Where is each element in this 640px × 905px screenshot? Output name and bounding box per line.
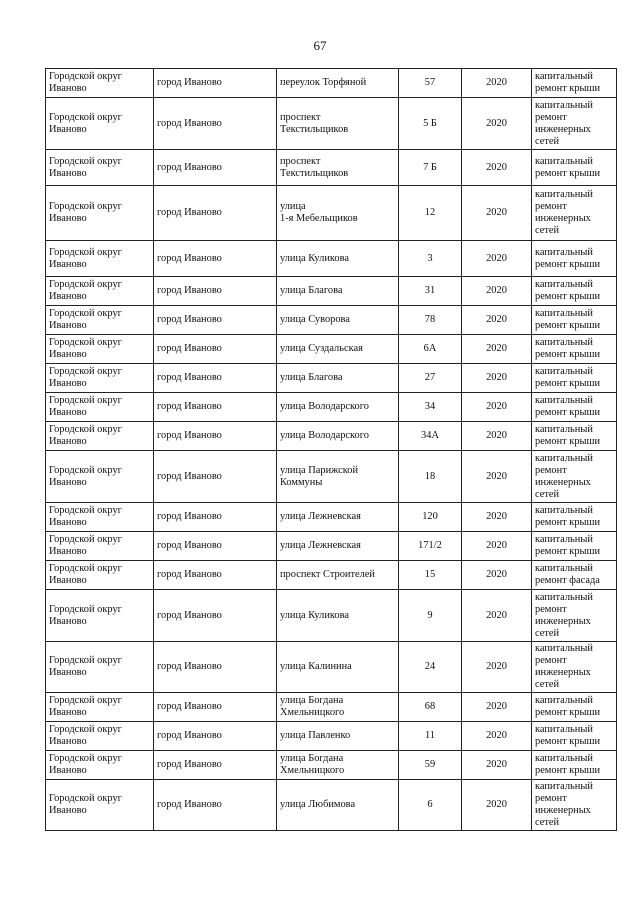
house-number-cell: 24 (399, 642, 462, 693)
municipality-cell: Городской округ Иваново (46, 642, 154, 693)
house-number-cell: 9 (399, 590, 462, 642)
street-cell: улица Благова (277, 364, 399, 393)
year-cell: 2020 (462, 751, 532, 780)
municipality-cell: Городской округ Иваново (46, 150, 154, 186)
street-cell: проспект Текстильщиков (277, 150, 399, 186)
table-row (46, 335, 617, 364)
table-row (46, 241, 617, 277)
municipality-cell: Городской округ Иваново (46, 532, 154, 561)
year-cell: 2020 (462, 364, 532, 393)
city-cell: город Иваново (154, 277, 277, 306)
house-number-cell: 27 (399, 364, 462, 393)
municipality-cell: Городской округ Иваново (46, 98, 154, 150)
table-row (46, 642, 617, 693)
street-cell: проспект Строителей (277, 561, 399, 590)
year-cell: 2020 (462, 186, 532, 241)
house-number-cell: 171/2 (399, 532, 462, 561)
street-cell: улица 1-я Мебельщиков (277, 186, 399, 241)
house-number-cell: 6А (399, 335, 462, 364)
street-cell: улица Володарского (277, 422, 399, 451)
house-number-cell: 18 (399, 451, 462, 503)
work-type-cell: капитальный ремонт крыши (532, 241, 617, 277)
city-cell: город Иваново (154, 241, 277, 277)
city-cell: город Иваново (154, 186, 277, 241)
street-cell: улица Лежневская (277, 503, 399, 532)
work-type-cell: капитальный ремонт крыши (532, 364, 617, 393)
city-cell: город Иваново (154, 335, 277, 364)
street-cell: улица Суздальская (277, 335, 399, 364)
city-cell: город Иваново (154, 503, 277, 532)
work-type-cell: капитальный ремонт крыши (532, 393, 617, 422)
year-cell: 2020 (462, 69, 532, 98)
work-type-cell: капитальный ремонт инженерных сетей (532, 451, 617, 503)
street-cell: улица Павленко (277, 722, 399, 751)
city-cell: город Иваново (154, 722, 277, 751)
work-type-cell: капитальный ремонт инженерных сетей (532, 642, 617, 693)
street-cell: улица Куликова (277, 590, 399, 642)
street-cell: улица Куликова (277, 241, 399, 277)
table-row (46, 693, 617, 722)
house-number-cell: 31 (399, 277, 462, 306)
page-number: 67 (313, 38, 327, 53)
work-type-cell: капитальный ремонт крыши (532, 277, 617, 306)
city-cell: город Иваново (154, 642, 277, 693)
municipality-cell: Городской округ Иваново (46, 503, 154, 532)
street-cell: улица Калинина (277, 642, 399, 693)
table-row (46, 561, 617, 590)
city-cell: город Иваново (154, 693, 277, 722)
year-cell: 2020 (462, 98, 532, 150)
table-row (46, 98, 617, 150)
street-cell: улица Володарского (277, 393, 399, 422)
table-row (46, 277, 617, 306)
table-row (46, 532, 617, 561)
house-number-cell: 6 (399, 780, 462, 831)
city-cell: город Иваново (154, 306, 277, 335)
city-cell: город Иваново (154, 532, 277, 561)
work-type-cell: капитальный ремонт инженерных сетей (532, 186, 617, 241)
city-cell: город Иваново (154, 393, 277, 422)
municipality-cell: Городской округ Иваново (46, 241, 154, 277)
house-number-cell: 78 (399, 306, 462, 335)
table-body (46, 69, 617, 831)
work-type-cell: капитальный ремонт крыши (532, 69, 617, 98)
city-cell: город Иваново (154, 451, 277, 503)
house-number-cell: 34 (399, 393, 462, 422)
repair-schedule-table (45, 68, 617, 831)
table-row (46, 306, 617, 335)
table-row (46, 69, 617, 98)
street-cell: улица Богдана Хмельницкого (277, 751, 399, 780)
municipality-cell: Городской округ Иваново (46, 422, 154, 451)
municipality-cell: Городской округ Иваново (46, 561, 154, 590)
street-cell: улица Благова (277, 277, 399, 306)
municipality-cell: Городской округ Иваново (46, 306, 154, 335)
municipality-cell: Городской округ Иваново (46, 364, 154, 393)
table-row (46, 186, 617, 241)
municipality-cell: Городской округ Иваново (46, 780, 154, 831)
table-row (46, 590, 617, 642)
table-row (46, 393, 617, 422)
municipality-cell: Городской округ Иваново (46, 693, 154, 722)
city-cell: город Иваново (154, 751, 277, 780)
municipality-cell: Городской округ Иваново (46, 335, 154, 364)
municipality-cell: Городской округ Иваново (46, 590, 154, 642)
house-number-cell: 120 (399, 503, 462, 532)
city-cell: город Иваново (154, 364, 277, 393)
house-number-cell: 7 Б (399, 150, 462, 186)
work-type-cell: капитальный ремонт крыши (532, 306, 617, 335)
year-cell: 2020 (462, 277, 532, 306)
house-number-cell: 34А (399, 422, 462, 451)
city-cell: город Иваново (154, 780, 277, 831)
city-cell: город Иваново (154, 150, 277, 186)
municipality-cell: Городской округ Иваново (46, 393, 154, 422)
house-number-cell: 15 (399, 561, 462, 590)
house-number-cell: 5 Б (399, 98, 462, 150)
street-cell: проспект Текстильщиков (277, 98, 399, 150)
year-cell: 2020 (462, 422, 532, 451)
municipality-cell: Городской округ Иваново (46, 186, 154, 241)
work-type-cell: капитальный ремонт фасада (532, 561, 617, 590)
work-type-cell: капитальный ремонт крыши (532, 751, 617, 780)
street-cell: улица Любимова (277, 780, 399, 831)
table-row (46, 451, 617, 503)
year-cell: 2020 (462, 335, 532, 364)
year-cell: 2020 (462, 780, 532, 831)
work-type-cell: капитальный ремонт инженерных сетей (532, 98, 617, 150)
work-type-cell: капитальный ремонт крыши (532, 722, 617, 751)
table-row (46, 503, 617, 532)
city-cell: город Иваново (154, 422, 277, 451)
year-cell: 2020 (462, 503, 532, 532)
year-cell: 2020 (462, 241, 532, 277)
table-row (46, 422, 617, 451)
work-type-cell: капитальный ремонт крыши (532, 422, 617, 451)
street-cell: переулок Торфяной (277, 69, 399, 98)
year-cell: 2020 (462, 722, 532, 751)
street-cell: улица Парижской Коммуны (277, 451, 399, 503)
municipality-cell: Городской округ Иваново (46, 451, 154, 503)
year-cell: 2020 (462, 532, 532, 561)
street-cell: улица Суворова (277, 306, 399, 335)
work-type-cell: капитальный ремонт крыши (532, 532, 617, 561)
city-cell: город Иваново (154, 98, 277, 150)
work-type-cell: капитальный ремонт крыши (532, 335, 617, 364)
work-type-cell: капитальный ремонт инженерных сетей (532, 590, 617, 642)
year-cell: 2020 (462, 306, 532, 335)
year-cell: 2020 (462, 642, 532, 693)
table-row (46, 150, 617, 186)
year-cell: 2020 (462, 693, 532, 722)
table-row (46, 780, 617, 831)
table-row (46, 364, 617, 393)
year-cell: 2020 (462, 590, 532, 642)
table-row (46, 722, 617, 751)
year-cell: 2020 (462, 451, 532, 503)
work-type-cell: капитальный ремонт инженерных сетей (532, 780, 617, 831)
house-number-cell: 11 (399, 722, 462, 751)
house-number-cell: 3 (399, 241, 462, 277)
house-number-cell: 59 (399, 751, 462, 780)
street-cell: улица Богдана Хмельницкого (277, 693, 399, 722)
house-number-cell: 57 (399, 69, 462, 98)
municipality-cell: Городской округ Иваново (46, 722, 154, 751)
work-type-cell: капитальный ремонт крыши (532, 150, 617, 186)
municipality-cell: Городской округ Иваново (46, 751, 154, 780)
year-cell: 2020 (462, 561, 532, 590)
work-type-cell: капитальный ремонт крыши (532, 693, 617, 722)
year-cell: 2020 (462, 393, 532, 422)
house-number-cell: 68 (399, 693, 462, 722)
city-cell: город Иваново (154, 561, 277, 590)
municipality-cell: Городской округ Иваново (46, 69, 154, 98)
city-cell: город Иваново (154, 590, 277, 642)
work-type-cell: капитальный ремонт крыши (532, 503, 617, 532)
table-row (46, 751, 617, 780)
year-cell: 2020 (462, 150, 532, 186)
municipality-cell: Городской округ Иваново (46, 277, 154, 306)
city-cell: город Иваново (154, 69, 277, 98)
house-number-cell: 12 (399, 186, 462, 241)
street-cell: улица Лежневская (277, 532, 399, 561)
